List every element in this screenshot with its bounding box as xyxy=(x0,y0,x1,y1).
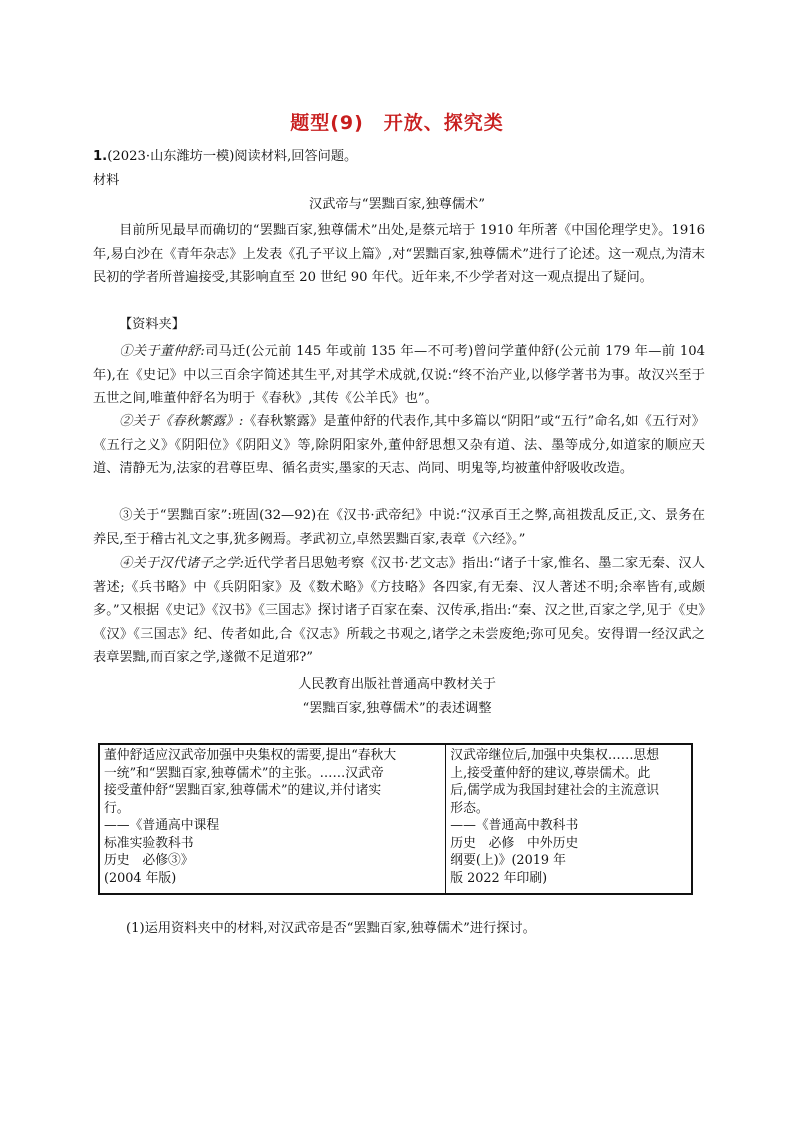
article-heading: 汉武帝与“罢黜百家,独尊儒术” xyxy=(309,197,485,212)
folder-item-text: 《春秋繁露》是董仲舒的代表作,其中多篇以“阴阳”或“五行”命名,如《五行对》《五行之义》《阴阳位》《阴阳义》等,除阴阳家外,董仲舒思想又杂有道、法、墨等成分,如道家的顺应天道、清静无为,法家的君尊臣卑、循名责实,墨家的天志、尚同、明鬼等,均被董仲舒吸收改造。 xyxy=(93,414,705,476)
table-heading-line-1: 人民教育出版社普通高中教材关于 xyxy=(298,677,496,692)
question-header xyxy=(93,148,357,166)
folder-item-lead: ②关于《春秋繁露》: xyxy=(119,414,244,429)
table-cell-2004-edition xyxy=(99,744,446,894)
material-label: 材料 xyxy=(93,173,120,188)
table-row xyxy=(99,744,692,894)
folder-item-text: 司马迁(公元前 145 年或前 135 年—不可考)曾问学董仲舒(公元前 179 年—前 104 年),在《史记》中以三百余字简述其生平,对其学术成就,仅说:“终不治产业,以修学著书为事。故汉兴至于五世之间,唯董仲舒名为明于《春秋》,其传《公羊氏》也”。 xyxy=(93,344,705,406)
folder-item-text: 近代学者吕思勉考察《汉书·艺文志》指出:“诸子十家,惟名、墨二家无秦、汉人著述;《兵书略》中《兵阴阳家》及《数术略》《方技略》各四家,有无秦、汉人著述不明;余率皆有,或颇多。”又根据《史记》《汉书》《三国志》探讨诸子百家在秦、汉传承,指出:“秦、汉之世,百家之学,见于《史》《汉》《三国志》纪、传者如此,合《汉志》所载之书观之,诸学之未尝废绝;弥可见矣。安得谓一经汉武之表章罢黜,而百家之学,遂微不足道邪?” xyxy=(93,556,705,665)
folder-item-1 xyxy=(93,340,705,411)
folder-item-4 xyxy=(93,552,705,670)
folder-item-lead: ①关于董仲舒: xyxy=(119,344,205,359)
folder-item-lead: ④关于汉代诸子之学: xyxy=(119,556,244,571)
page-title: 题型(9) 开放、探究类 xyxy=(290,112,504,134)
question-source: (2023·山东潍坊一模)阅读材料,回答问题。 xyxy=(107,149,358,164)
article-intro xyxy=(93,219,705,290)
folder-label: 【资料夹】 xyxy=(119,317,185,332)
article-intro-text: 目前所见最早而确切的“罢黜百家,独尊儒术”出处,是蔡元培于 1910 年所著《中国伦理学史》。1916 年,易白沙在《青年杂志》上发表《孔子平议上篇》,对“罢黜百家,独尊儒术”进行了论述。这一观点,为清末民初的学者所普遍接受,其影响直至 20 世纪 90 年代。近年来,不少学者对这一观点提出了疑问。 xyxy=(93,223,705,285)
folder-item-3 xyxy=(93,504,705,551)
folder-item-2 xyxy=(93,410,705,481)
table-heading-line-2: “罢黜百家,独尊儒术”的表述调整 xyxy=(302,701,492,716)
textbook-comparison-table xyxy=(98,743,693,895)
sub-question-1: (1)运用资料夹中的材料,对汉武帝是否“罢黜百家,独尊儒术”进行探讨。 xyxy=(126,921,536,936)
folder-item-text: 班固(32—92)在《汉书·武帝纪》中说:“汉承百王之弊,高祖拨乱反正,文、景务在养民,至于稽古礼文之事,犹多阙焉。孝武初立,卓然罢黜百家,表章《六经》。” xyxy=(93,508,705,547)
table-cell-2019-edition xyxy=(446,744,692,894)
question-number: 1. xyxy=(93,149,108,164)
table-cell-text: 董仲舒适应汉武帝加强中央集权的需要,提出“春秋大 一统”和“罢黜百家,独尊儒术”的主张。……汉武帝 接受董仲舒“罢黜百家,独尊儒术”的建议,并付诸实 行。 ——《普通高中课程 标准实验教科书 历史 必修③》 (2004 年版) xyxy=(104,748,397,886)
folder-item-lead: ③关于“罢黜百家”: xyxy=(119,508,232,523)
table-cell-text: 汉武帝继位后,加强中央集权……思想 上,接受董仲舒的建议,尊崇儒术。此 后,儒学成为我国封建社会的主流意识 形态。 ——《普通高中教科书 历史 必修 中外历史 纲要(上)》(2019 年 版 2022 年印刷) xyxy=(450,748,660,886)
